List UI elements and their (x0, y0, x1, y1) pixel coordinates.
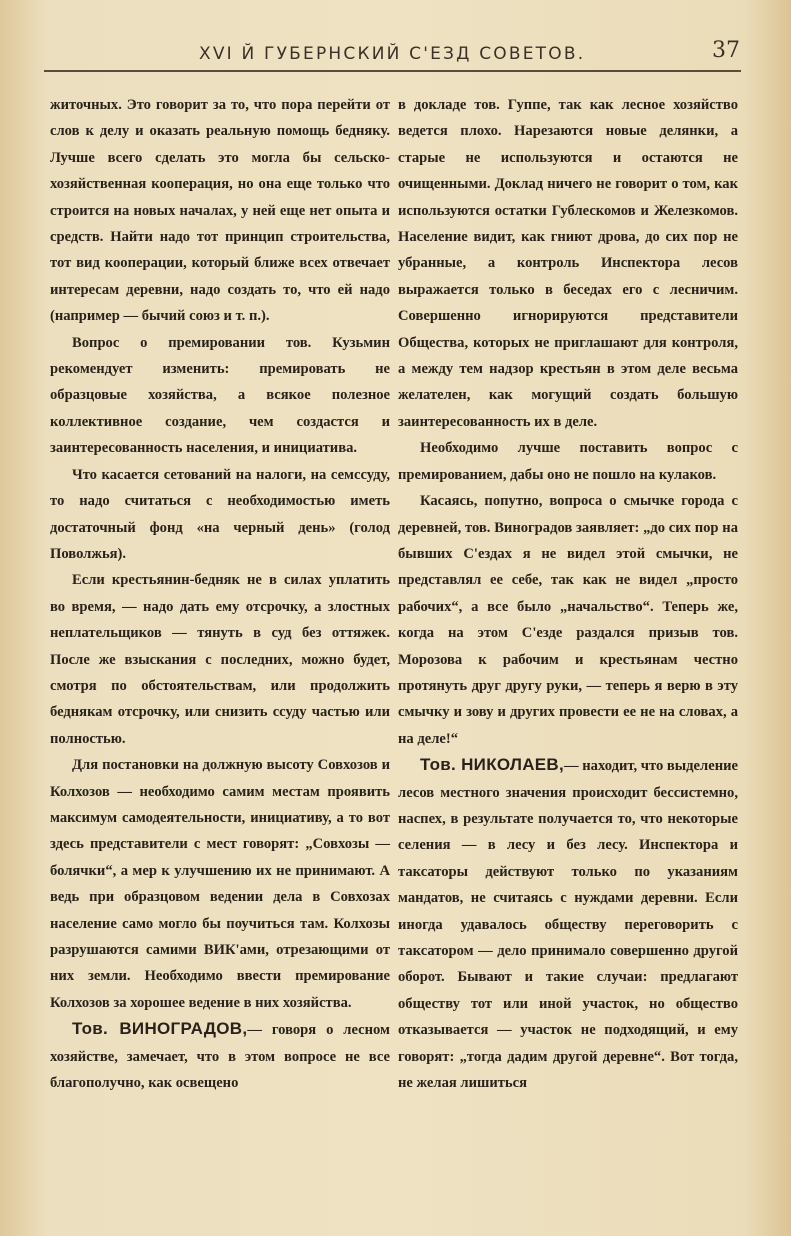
paragraph: Вопрос о премировании тов. Кузьмин рекомендует изменить: премировать не образцовые хозяйства, а всякое полезное коллективное создание, чем создастся и заинтересованность населения, и инициатива. (50, 334, 390, 457)
paragraph: Необходимо лучше поставить вопрос с премированием, дабы оно не пошло на кулаков. (398, 440, 738, 483)
header-rule (44, 70, 741, 72)
paragraph: Что касается сетований на налоги, на семссуду, то надо считаться с необходимостью иметь достаточный фонд «на черный день» (голод Поволжья). (50, 466, 390, 562)
paragraph: житочных. Это говорит за то, что пора перейти от слов к делу и оказать реальную помощь бедняку. Лучше всего сделать это могла бы сельско-хозяйственная кооперация, но она еще только что строится на новых началах, у ней еще нет опыта и средств. Найти надо тот принцип строительства, тот вид кооперации, который ближе всех отвечает интересам деревни, надо создать то, что ей надо (например — бычий союз и т. п.). (50, 97, 390, 325)
left-column (50, 92, 390, 1096)
paragraph: Касаясь, попутно, вопроса о смычке города с деревней, тов. Виноградов заявляет: „до сих пор на бывших С'ездах я не видел этой смычки, не представлял ее себе, так как не видел „просто рабочих“, а все было „начальство“. Теперь же, когда на этом С'езде раздался призыв тов. Морозова к рабочим и крестьянам честно протянуть друг другу руки, — теперь я верю в эту смычку и зову и других провести ее не на словах, а на деле!“ (398, 493, 738, 747)
speaker-name: Тов. ВИНОГРАДОВ, (72, 1019, 248, 1039)
paragraph (50, 1016, 390, 1096)
paragraph: Если крестьянин-бедняк не в силах уплатить во время, — надо дать ему отсрочку, а злостных неплательщиков — тянуть в суд без оттяжек. После же взыскания с последних, можно будет, смотря по обстоятельствам, или продолжить беднякам отсрочку, или снизить ссуду частью или полностью. (50, 572, 390, 747)
paragraph: в докладе тов. Гуппе, так как лесное хозяйство ведется плохо. Нарезаются новые делянки, а старые не используются и остаются не очищенными. Доклад ничего не говорит о том, как используются остатки Гублескомов и Железкомов. Население видит, как гниют дрова, до сих пор не убранные, а контроль Инспектора лесов выражается только в беседах его с лесничим. Совершенно игнорируются представители Общества, которых не приглашают для контроля, а между тем надзор крестьян в этом деле весьма желателен, как могущий создать большую заинтересованность их в деле. (398, 97, 738, 430)
running-header (44, 36, 744, 70)
speech-text: — находит, что выделение лесов местного значения происходит бессистемно, наспех, в результате получается то, что некоторые селения — в лесу и без лесу. Инспектора и таксаторы действуют только по указаниям мандатов, не считаясь с нуждами деревни. Если иногда удавалось обществу переговорить с таксатором — дело принимало совершенно другой оборот. Бывают и такие случаи: предлагают обществу тот или иной участок, но общество отказывается — участок не подходящий, и ему говорят: „тогда дадим другой деревне“. Вот тогда, не желая лишиться (398, 758, 738, 1092)
speech-text: — говоря о лесном хозяйстве, замечает, что в этом вопросе не все благополучно, как освещено (50, 1022, 390, 1092)
speaker-name: Тов. НИКОЛАЕВ, (420, 755, 565, 775)
right-column (398, 92, 738, 1096)
header-title: XVI Й ГУБЕРНСКИЙ С'ЕЗД СОВЕТОВ. (199, 44, 586, 64)
paragraph (398, 752, 738, 1096)
paragraph: Для постановки на должную высоту Совхозов и Колхозов — необходимо самим местам проявить максимум самодеятельности, инициативу, а то вот здесь представители с мест говорят: „Совхозы — болячки“, а мер к улучшению их не принимают. А ведь при образцовом ведении дела в Совхозах население само могло бы поучиться там. Колхозы разрушаются самими ВИК'ами, отрезающими от них земли. Необходимо ввести премирование Колхозов за хорошее ведение в них хозяйства. (50, 757, 390, 1011)
page-number: 37 (712, 38, 740, 63)
